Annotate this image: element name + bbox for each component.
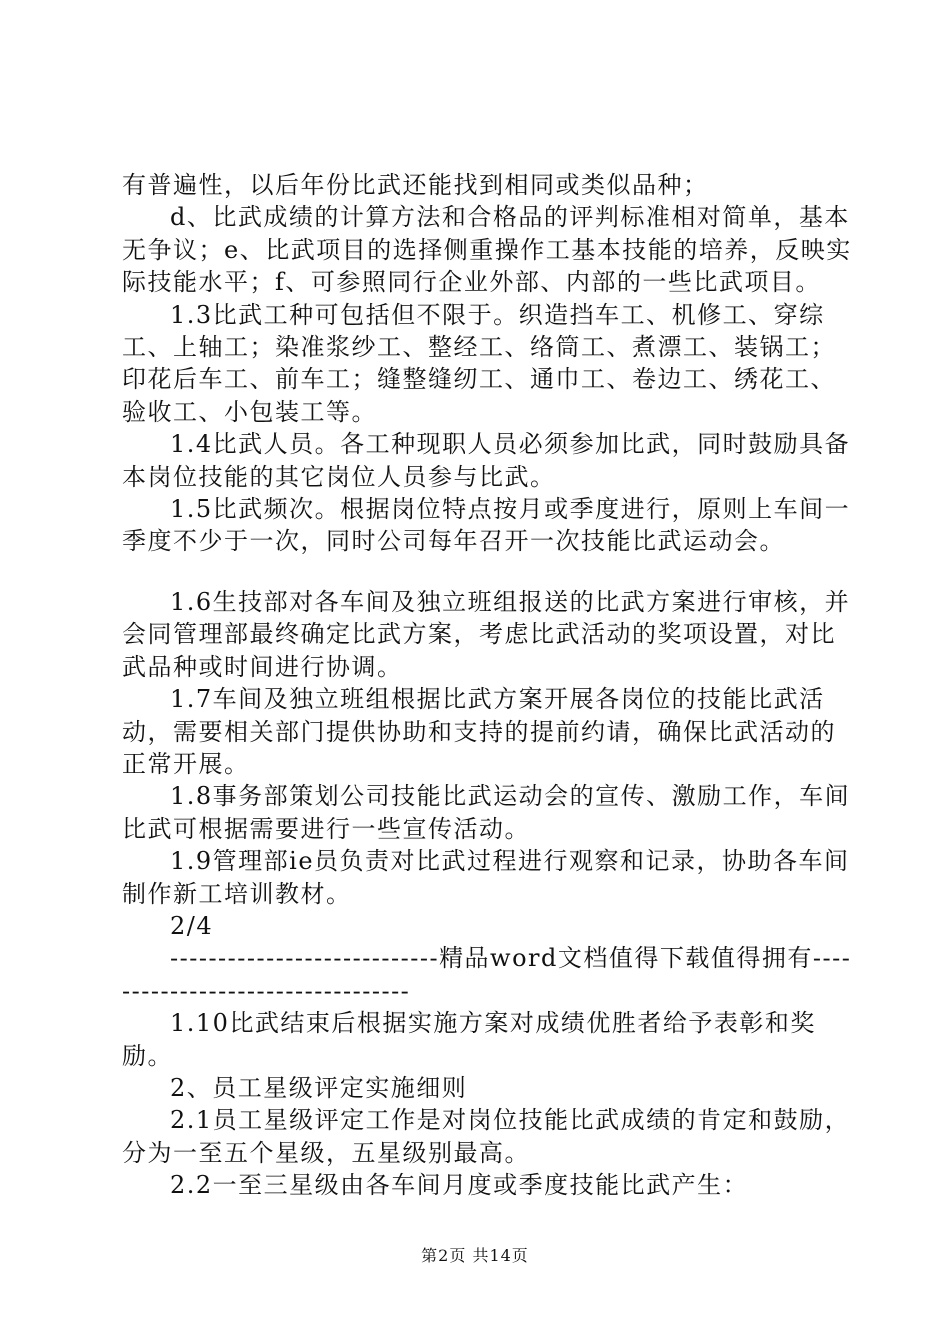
paragraph: 1.4比武人员。各工种现职人员必须参加比武，同时鼓励具备本岗位技能的其它岗位人员参与比武。 (122, 430, 851, 491)
paragraph: 1.5比武频次。根据岗位特点按月或季度进行，原则上车间一季度不少于一次，同时公司每年召开一次技能比武运动会。 (122, 495, 851, 556)
paragraph: 1.9管理部ie员负责对比武过程进行观察和记录，协助各车间制作新工培训教材。 (122, 847, 850, 908)
page-footer: 第2页 共14页 (421, 1246, 529, 1265)
paragraph: 2、员工星级评定实施细则 (170, 1073, 468, 1102)
paragraph: 1.7车间及独立班组根据比武方案开展各岗位的技能比武活动，需要相关部门提供协助和支持的提前约请，确保比武活动的正常开展。 (122, 685, 836, 778)
paragraph: 1.8事务部策划公司技能比武运动会的宣传、激励工作，车间比武可根据需要进行一些宣传活动。 (122, 782, 851, 843)
paragraph: d、比武成绩的计算方法和合格品的评判标准相对简单，基本无争议；e、比武项目的选择侧重操作工基本技能的培养，反映实际技能水平；f、可参照同行企业外部、内部的一些比武项目。 (122, 203, 852, 297)
paragraph: 2.2一至三星级由各车间月度或季度技能比武产生： (170, 1171, 749, 1200)
paragraph-spacer (122, 558, 852, 586)
paragraph: 2.1员工星级评定工作是对岗位技能比武成绩的肯定和鼓励，分为一至五个星级，五星级别最高。 (122, 1106, 851, 1167)
paragraph: 1.6生技部对各车间及独立班组报送的比武方案进行审核，并会同管理部最终确定比武方案，考虑比武活动的奖项设置，对比武品种或时间进行协调。 (122, 587, 851, 681)
paragraph: ----------------------------精品word文档值得下载值得拥有---------------------------------- (122, 944, 852, 1005)
paragraph: 2/4 (170, 911, 214, 940)
paragraph: 有普遍性，以后年份比武还能找到相同或类似品种； (122, 171, 709, 199)
document-body (122, 169, 852, 1202)
paragraph: 1.3比武工种可包括但不限于。织造挡车工、机修工、穿综工、上轴工；染准浆纱工、整经工、络筒工、煮漂工、装锅工；印花后车工、前车工；缝整缝纫工、通巾工、卷边工、绣花工、验收工、小包装工等。 (122, 300, 836, 426)
paragraph: 1.10比武结束后根据实施方案对成绩优胜者给予表彰和奖励。 (122, 1009, 816, 1070)
